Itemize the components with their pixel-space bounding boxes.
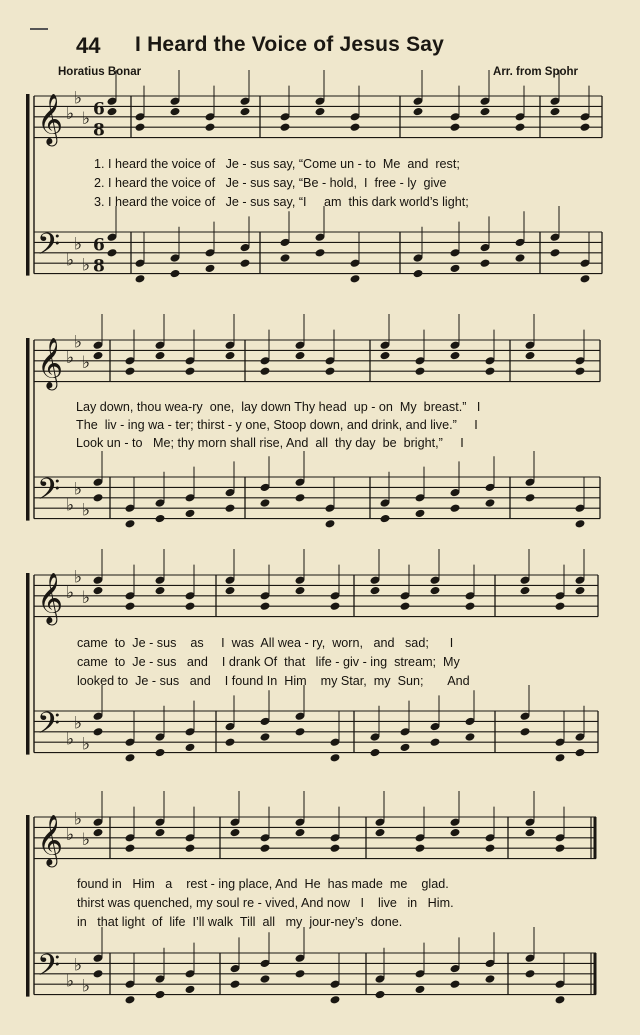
note-head [205, 122, 216, 132]
note-head [350, 122, 361, 132]
note-head [295, 727, 306, 737]
note-head [415, 843, 426, 853]
note-head [325, 519, 336, 529]
note-head [575, 748, 586, 758]
hymn-number: 44 [76, 33, 101, 58]
note-head [93, 351, 104, 361]
time-signature-top-treble: 6 [93, 99, 105, 120]
lyric-s4-l3: in that light of life I’ll walk Till all my jour-ney’s done. [77, 915, 403, 929]
note-head [413, 107, 424, 117]
final-barline-thick [594, 817, 597, 859]
note-head [480, 258, 491, 268]
note-head [485, 366, 496, 376]
note-head [575, 586, 586, 596]
hymn-arranger: Arr. from Spohr [493, 66, 578, 78]
note-head [225, 737, 236, 747]
note-head [260, 601, 271, 611]
lyric-s2-l2: The liv - ing wa - ter; thirst - y one, Stoop down, and drink, and live.” I [76, 418, 478, 432]
note-head [430, 737, 441, 747]
system-bracket [26, 573, 30, 755]
lyric-s4-l1: found in Him a rest - ing place, And He has made me glad. [77, 877, 449, 891]
flat-icon: ♭ [74, 234, 83, 255]
flat-icon: ♭ [74, 713, 83, 734]
lyric-s3-l1: came to Je - sus as I was All wea - ry, worn, and sad; I [77, 636, 454, 650]
note-head [520, 727, 531, 737]
note-head [185, 366, 196, 376]
note-head [185, 601, 196, 611]
flat-icon: ♭ [74, 479, 83, 500]
bass-clef-icon: 𝄢 [37, 228, 61, 270]
note-head [480, 107, 491, 117]
note-head [555, 995, 566, 1005]
final-barline-thick [594, 953, 597, 995]
note-head [125, 366, 136, 376]
note-head [315, 248, 326, 258]
note-head [400, 601, 411, 611]
time-signature-bottom-treble: 8 [93, 120, 105, 141]
note-head [450, 503, 461, 513]
note-head [225, 586, 236, 596]
note-head [520, 586, 531, 596]
flat-icon: ♭ [82, 830, 91, 851]
flat-icon: ♭ [82, 353, 91, 374]
lyric-s1-l3: 3. I heard the voice of Je - sus say, “I am this dark world’s light; [94, 195, 469, 209]
note-head [315, 107, 326, 117]
note-head [515, 122, 526, 132]
flat-icon: ♭ [66, 250, 75, 271]
system-bracket [26, 815, 30, 997]
treble-clef-icon: 𝄞 [37, 572, 64, 624]
note-head [555, 601, 566, 611]
flat-icon: ♭ [82, 588, 91, 609]
note-head [525, 351, 536, 361]
note-head [580, 122, 591, 132]
note-head [330, 995, 341, 1005]
note-head [400, 743, 411, 753]
note-head [375, 990, 386, 1000]
note-head [125, 753, 136, 763]
note-head [295, 351, 306, 361]
note-head [125, 601, 136, 611]
system-bracket [26, 94, 30, 276]
note-head [155, 586, 166, 596]
note-head [135, 274, 146, 284]
flat-icon: ♭ [66, 582, 75, 603]
lyric-s3-l3: looked to Je - sus and I found In Him my Star, my Sun; And [77, 674, 470, 688]
note-head [330, 843, 341, 853]
flat-icon: ♭ [66, 971, 75, 992]
note-head [450, 979, 461, 989]
bass-clef-icon: 𝄢 [37, 949, 61, 991]
note-head [155, 990, 166, 1000]
note-head [107, 107, 118, 117]
flat-icon: ♭ [66, 103, 75, 124]
flat-icon: ♭ [66, 495, 75, 516]
note-head [525, 969, 536, 979]
note-head [225, 503, 236, 513]
note-head [93, 493, 104, 503]
note-head [575, 366, 586, 376]
flat-icon: ♭ [66, 824, 75, 845]
note-head [230, 828, 241, 838]
flat-icon: ♭ [82, 109, 91, 130]
flat-icon: ♭ [74, 88, 83, 109]
note-head [93, 969, 104, 979]
note-head [330, 753, 341, 763]
bass-clef-icon: 𝄢 [37, 473, 61, 515]
lyric-s2-l1: Lay down, thou wea-ry one, lay down Thy head up - on My breast.” I [76, 400, 481, 414]
note-head [525, 493, 536, 503]
note-head [185, 743, 196, 753]
note-head [125, 519, 136, 529]
note-head [93, 828, 104, 838]
time-signature-top-bass: 6 [93, 235, 105, 256]
note-head [260, 843, 271, 853]
flat-icon: ♭ [66, 729, 75, 750]
hymn-title: I Heard the Voice of Jesus Say [135, 33, 445, 56]
note-head [450, 828, 461, 838]
treble-clef-icon: 𝄞 [37, 814, 64, 866]
note-head [155, 514, 166, 524]
note-head [240, 258, 251, 268]
note-head [450, 351, 461, 361]
flat-icon: ♭ [74, 955, 83, 976]
flat-icon: ♭ [82, 500, 91, 521]
note-head [295, 969, 306, 979]
lyric-s4-l2: thirst was quenched, my soul re - vived, And now I live in Him. [77, 896, 454, 910]
lyric-s2-l3: Look un - to Me; thy morn shall rise, And all thy day be bright,” I [76, 436, 464, 450]
note-head [93, 586, 104, 596]
flat-icon: ♭ [82, 255, 91, 276]
note-head [575, 519, 586, 529]
note-head [240, 107, 251, 117]
flat-icon: ♭ [66, 347, 75, 368]
note-head [485, 974, 496, 984]
note-head [550, 107, 561, 117]
lyric-s1-l1: 1. I heard the voice of Je - sus say, “Come un - to Me and rest; [94, 157, 460, 171]
note-head [380, 514, 391, 524]
system-bracket [26, 338, 30, 521]
note-head [260, 498, 271, 508]
lyric-s1-l2: 2. I heard the voice of Je - sus say, “Be - hold, I free - ly give [94, 176, 447, 190]
note-head [135, 122, 146, 132]
note-head [125, 843, 136, 853]
note-head [430, 586, 441, 596]
note-head [295, 586, 306, 596]
note-head [170, 269, 181, 279]
note-head [370, 586, 381, 596]
note-head [260, 974, 271, 984]
note-head [93, 727, 104, 737]
note-head [465, 732, 476, 742]
time-signature-bottom-bass: 8 [93, 256, 105, 277]
note-head [375, 828, 386, 838]
note-head [330, 601, 341, 611]
note-head [413, 269, 424, 279]
note-head [380, 351, 391, 361]
note-head [415, 509, 426, 519]
note-head [350, 274, 361, 284]
flat-icon: ♭ [74, 567, 83, 588]
note-head [325, 366, 336, 376]
note-head [280, 122, 291, 132]
note-head [295, 493, 306, 503]
note-head [185, 985, 196, 995]
note-head [555, 753, 566, 763]
treble-clef-icon: 𝄞 [37, 337, 64, 389]
note-head [170, 107, 181, 117]
note-head [450, 264, 461, 274]
flat-icon: ♭ [82, 976, 91, 997]
note-head [155, 748, 166, 758]
note-head [260, 366, 271, 376]
note-head [525, 828, 536, 838]
note-head [370, 748, 381, 758]
note-head [185, 509, 196, 519]
note-head [580, 274, 591, 284]
note-head [185, 843, 196, 853]
lyric-s3-l2: came to Je - sus and I drank Of that life - giv - ing stream; My [77, 655, 460, 669]
note-head [485, 498, 496, 508]
note-head [230, 979, 241, 989]
note-head [415, 985, 426, 995]
flat-icon: ♭ [74, 332, 83, 353]
hymn-author: Horatius Bonar [58, 66, 142, 78]
bass-clef-icon: 𝄢 [37, 707, 61, 749]
note-head [155, 351, 166, 361]
note-head [260, 732, 271, 742]
flat-icon: ♭ [74, 809, 83, 830]
note-head [450, 122, 461, 132]
note-head [225, 351, 236, 361]
note-head [205, 264, 216, 274]
note-head [155, 828, 166, 838]
note-head [485, 843, 496, 853]
treble-clef-icon: 𝄞 [37, 93, 64, 145]
note-head [107, 248, 118, 258]
note-head [125, 995, 136, 1005]
note-head [295, 828, 306, 838]
note-head [280, 253, 291, 263]
note-head [550, 248, 561, 258]
note-head [555, 843, 566, 853]
flat-icon: ♭ [82, 734, 91, 755]
note-head [465, 601, 476, 611]
note-head [515, 253, 526, 263]
note-head [415, 366, 426, 376]
